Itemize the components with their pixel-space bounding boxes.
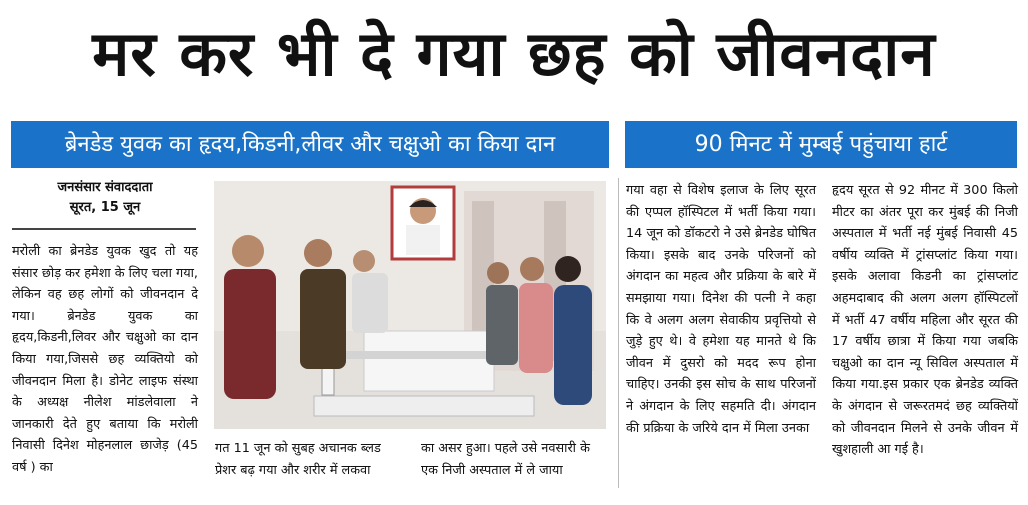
hospital-photo <box>214 181 606 429</box>
byline <box>14 178 196 218</box>
article-column-4: हृदय सूरत से 92 मीनट में 300 किलो मीटर का अंतर पूरा कर मुंबई की निजी अस्पताल में भर्ती नई मुंबई निवासी 45 वर्षीय व्यक्ति में ट्रांसप्लांट किया गया। इसके अलावा किडनी का ट्रांसप्लांट अहमदाबाद की अलग अलग हॉस्पिटलों में भर्ती 47 वर्षीय महिला और सूरत की 17 वर्षीय छात्रा में किया गया जबकि चक्षुओ का दान न्यू सिविल अस्पताल में किया गया.इस प्रकार एक ब्रेनडेड व्यक्ति के अंगदान से जरूरतमदं छह व्यक्तियों को जीवनदान मिलने से उनके जीवन में खुशहाली आ गई है। <box>832 183 1018 458</box>
article-column-3: गया वहा से विशेष इलाज के लिए सूरत की एप्पल हॉस्पिटल में भर्ती किया गया। 14 जून को डॉकटरो ने उसे ब्रेनडेड घोषित किया। इसके बाद उनके परिजनों को अंगदान का महत्व और प्रक्रिया के बारे में समझाया गया। दिनेश की पत्नी ने कहा कि वे अलग अलग सेवाकीय प्रवृत्तियो से जुड़े हुए थे। वे हमेशा यह मानते थे कि जीवन में दुसरो को मदद रूप होना चाहिए। उनकी इस सोच के साथ परिजनों ने अंगदान के लिए सहमति दी। अंगदान की प्रक्रिया के जरिये दान में मिला उनका <box>626 183 816 436</box>
hospital-scene-illustration <box>214 181 606 429</box>
text-under-photo-left: गत 11 जून को सुबह अचानक ब्लड प्रेशर बढ़ गया और शरीर में लकवा <box>215 441 381 478</box>
byline-reporter: जनसंसार संवाददाता <box>57 180 153 195</box>
byline-rule <box>12 228 196 230</box>
text-under-photo-right: का असर हुआ। पहले उसे नवसारी के एक निजी अस्पताल में ले जाया <box>421 441 590 478</box>
article-column-1: मरोली का ब्रेनडेड युवक खुद तो यह संसार छोड़ कर हमेशा के लिए चला गया, लेकिन वह छह लोगों को जीवनदान दे गया। ब्रेनडेड युवक का हृदय,किडनी,लिवर और चक्षुओ का दान किया गया,जिससे छह व्यक्तियो को जीवनदान मिला है। डोनेट लाइफ संस्था के अध्यक्ष नीलेश मांडलेवाला ने जानकारी देते हुए बताया कि मरोली निवासी दिनेश मोहनलाल छाजेड़ (45 वर्ष ) का <box>12 244 199 475</box>
headline: मर कर भी दे गया छह को जीवनदान <box>92 17 936 90</box>
subhead-right: 90 मिनट में मुम्बई पहुंचाया हार्ट <box>625 121 1017 168</box>
column-divider <box>618 178 619 488</box>
byline-dateline: सूरत, 15 जून <box>69 200 141 215</box>
subhead-left: ब्रेनडेड युवक का हृदय,किडनी,लीवर और चक्षुओ का किया दान <box>11 121 609 168</box>
